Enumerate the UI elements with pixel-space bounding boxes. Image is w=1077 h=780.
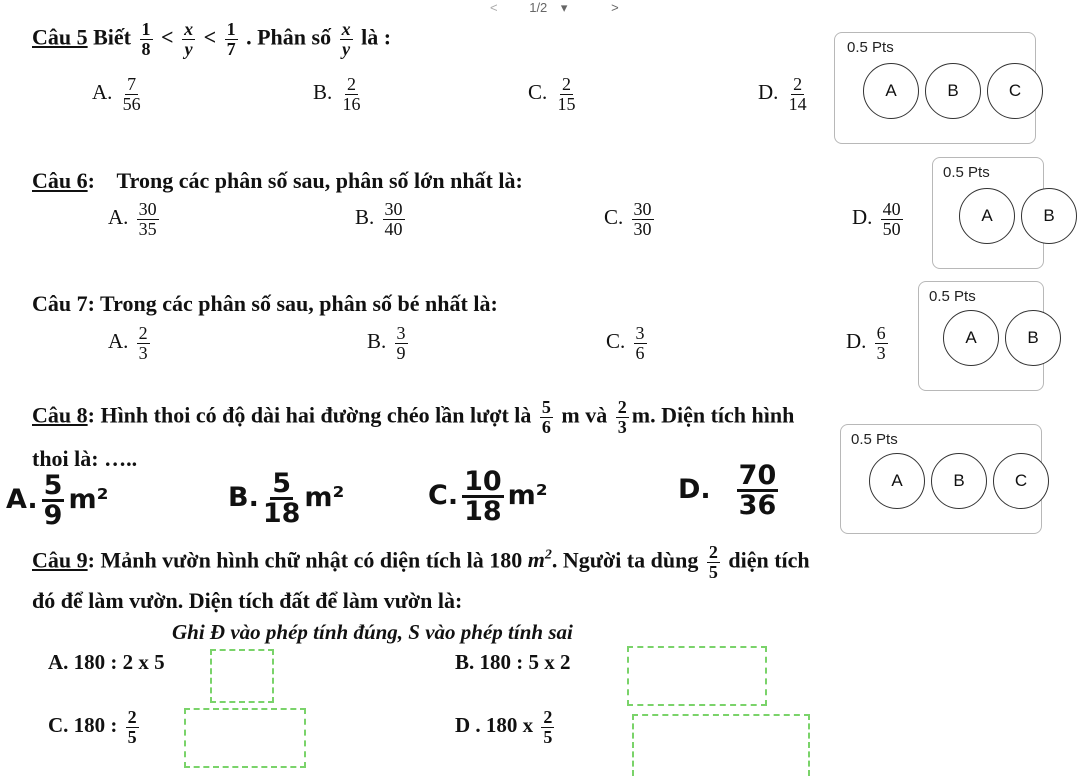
q7-option-b: B. $\frac{3}{9}$ (367, 323, 406, 363)
question-7 (32, 291, 498, 317)
q5-end: là : (361, 24, 392, 50)
q5-frac-xy: $\frac{x}{y}$ (184, 19, 194, 59)
q5-option-a: A. $\frac{7}{56}$ (92, 74, 141, 114)
q9-text: : Mảnh vườn hình chữ nhật có diện tích là 180 (87, 547, 523, 573)
points-label: 0.5 Pts (929, 288, 976, 305)
q5-option-b: B. $\frac{2}{16}$ (313, 74, 361, 114)
q5-frac-x-over-y: $\frac{x}{y}$ (341, 19, 351, 59)
next-page-icon[interactable]: > (611, 0, 619, 15)
q6-label: Câu 6 (32, 168, 88, 193)
points-label: 0.5 Pts (847, 39, 894, 56)
q9-option-a: A. 180 : 2 x 5 (48, 650, 165, 674)
q8-frac-1: $\frac{5}{6}$ (541, 397, 551, 437)
q9-option-d-frac: $\frac{2}{5}$ (543, 707, 553, 747)
q6-option-d: D. $\frac{40}{50}$ (852, 199, 901, 239)
q9-option-c: C. 180 : $\frac{2}{5}$ (48, 707, 137, 747)
q8-text-2: m. Diện tích hình (631, 402, 795, 428)
question-5 (32, 20, 391, 59)
q8-answer-c[interactable]: C (993, 453, 1049, 509)
less-than: < (161, 24, 174, 50)
q9-option-c-frac: $\frac{2}{5}$ (127, 707, 137, 747)
q5-frac-2: $\frac{1}{7}$ (226, 19, 236, 59)
q6-option-b: B. $\frac{30}{40}$ (355, 199, 403, 239)
q8-text: : Hình thoi có độ dài hai đường chéo lần lượt là (87, 402, 532, 428)
pager (490, 0, 619, 16)
q9-option-b: B. 180 : 5 x 2 (455, 650, 571, 674)
q8-answer-a[interactable]: A (869, 453, 925, 509)
q6-option-a: A. $\frac{30}{35}$ (108, 199, 157, 239)
points-label: 0.5 Pts (943, 164, 990, 181)
q9-instruction: Ghi Đ vào phép tính đúng, S vào phép tính sai (172, 620, 573, 644)
q8-handwritten-d: D. $\frac{70}{36}$ (678, 460, 777, 521)
q6-text: : Trong các phân số sau, phân số lớn nhất là: (87, 168, 523, 193)
page-indicator[interactable]: 1/2 (529, 0, 548, 15)
q8-answer-panel (840, 424, 1042, 534)
prev-page-icon[interactable]: < (490, 0, 498, 15)
q7-option-c: C. $\frac{3}{6}$ (606, 323, 645, 363)
q7-text: Câu 7: Trong các phân số sau, phân số bé nhất là: (32, 291, 498, 316)
q5-answer-c[interactable]: C (987, 63, 1043, 119)
question-6 (32, 168, 523, 194)
q6-answer-b[interactable]: B (1021, 188, 1077, 244)
q7-answer-a[interactable]: A (943, 310, 999, 366)
q7-answer-b[interactable]: B (1005, 310, 1061, 366)
q5-answer-a[interactable]: A (863, 63, 919, 119)
q9-label: Câu 9 (32, 547, 88, 573)
q5-frac-1: $\frac{1}{8}$ (141, 19, 151, 59)
q6-option-c: C. $\frac{30}{30}$ (604, 199, 652, 239)
q6-answer-panel (932, 157, 1055, 269)
q5-option-c: C. $\frac{2}{15}$ (528, 74, 576, 114)
q8-handwritten-b: B. $\frac{5}{18}$ m² (228, 468, 345, 529)
q9-line-2: đó để làm vườn. Diện tích đất để làm vườn là: (32, 588, 463, 613)
q7-answer-panel (918, 281, 1044, 391)
q9-frac: $\frac{2}{5}$ (708, 542, 718, 582)
q5-mid: . Phân số (246, 24, 332, 50)
q7-option-d: D. $\frac{6}{3}$ (846, 323, 886, 363)
q6-answer-a[interactable]: A (959, 188, 1015, 244)
q5-label: Câu 5 (32, 24, 88, 50)
less-than: < (203, 24, 217, 50)
q9-answer-box-a[interactable] (210, 649, 274, 703)
q5-answer-b[interactable]: B (925, 63, 981, 119)
q8-line-2: thoi là: ….. (32, 446, 138, 471)
q7-option-a: A. $\frac{2}{3}$ (108, 323, 148, 363)
question-9: Câu 9: Mảnh vườn hình chữ nhật có diện tích là 180 $m^2$. Người ta dùng $\frac{2}{5}$ diện tích (32, 542, 810, 582)
q8-mid: m và (561, 402, 608, 428)
chevron-down-icon[interactable]: ▾ (560, 0, 568, 15)
q9-option-d: D . 180 x $\frac{2}{5}$ (455, 707, 553, 747)
q5-biet: Biết (93, 24, 132, 50)
q8-answer-b[interactable]: B (931, 453, 987, 509)
q5-answer-panel (834, 32, 1036, 144)
q8-handwritten-c: C. $\frac{10}{18}$ m² (428, 466, 548, 527)
q8-label: Câu 8 (32, 402, 88, 428)
q5-option-d: D. $\frac{2}{14}$ (758, 74, 807, 114)
question-8 (32, 398, 794, 437)
q8-frac-2: $\frac{2}{3}$ (617, 397, 627, 437)
q9-answer-box-c[interactable] (184, 708, 306, 768)
q9-answer-box-d[interactable] (632, 714, 810, 776)
q8-handwritten-a: A. $\frac{5}{9}$ m² (6, 470, 109, 531)
points-label: 0.5 Pts (851, 431, 898, 448)
q9-answer-box-b[interactable] (627, 646, 767, 706)
